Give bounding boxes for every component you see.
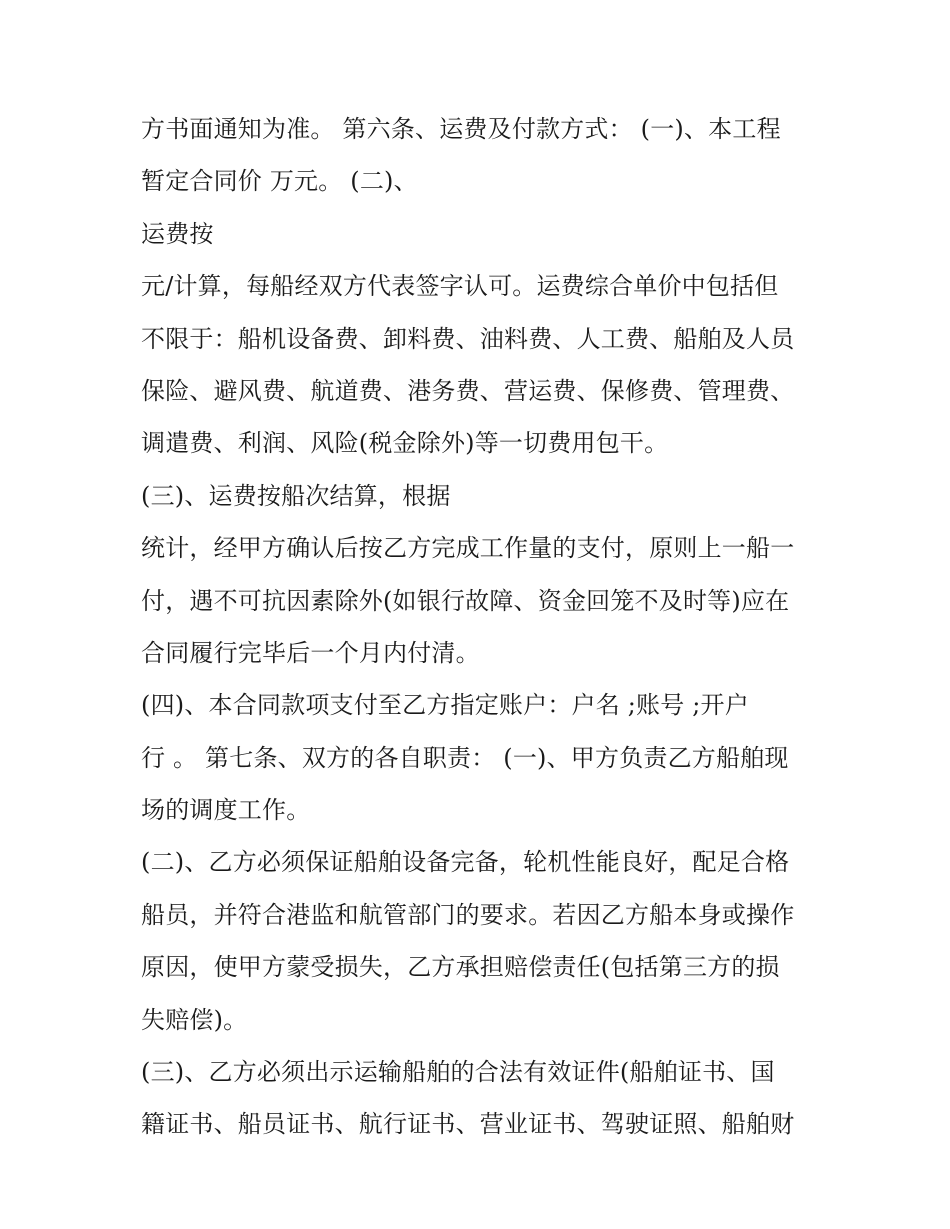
text-line: 原因，使甲方蒙受损失，乙方承担赔偿责任(包括第三方的损 xyxy=(141,953,780,982)
text-line: 调遣费、利润、风险(税金除外)等一切费用包干。 xyxy=(141,429,669,458)
text-line: (三)、运费按船次结算，根据 xyxy=(141,481,451,510)
text-line: 籍证书、船员证书、航行证书、营业证书、驾驶证照、船舶财 xyxy=(141,1110,795,1139)
text-line: 船员，并符合港监和航管部门的要求。若因乙方船本身或操作 xyxy=(141,900,795,929)
text-line: 不限于：船机设备费、卸料费、油料费、人工费、船舶及人员 xyxy=(141,324,795,353)
text-line: 方书面通知为准。 第六条、运费及付款方式： (一)、本工程 xyxy=(141,115,781,143)
text-line: 付，遇不可抗因素除外(如银行故障、资金回笼不及时等)应在 xyxy=(141,586,790,615)
text-line: 场的调度工作。 xyxy=(141,796,311,825)
text-line: 运费按 xyxy=(141,219,214,248)
text-line: (二)、乙方必须保证船舶设备完备，轮机性能良好，配足合格 xyxy=(141,848,790,877)
text-line: 统计，经甲方确认后按乙方完成工作量的支付，原则上一船一 xyxy=(141,534,795,563)
contract-text-block xyxy=(141,103,821,1151)
text-line: (四)、本合同款项支付至乙方指定账户：户名 ;账号 ;开户 xyxy=(141,691,749,720)
text-line: 失赔偿)。 xyxy=(141,1005,248,1034)
text-line: 暂定合同价 万元。 (二)、 xyxy=(141,167,418,196)
text-line: 保险、避风费、航道费、港务费、营运费、保修费、管理费、 xyxy=(141,376,795,405)
text-line: 元/计算，每船经双方代表签字认可。运费综合单价中包括但 xyxy=(141,272,779,301)
text-line: 合同履行完毕后一个月内付清。 xyxy=(141,638,480,667)
text-line: (三)、乙方必须出示运输船舶的合法有效证件(船舶证书、国 xyxy=(141,1058,775,1087)
text-line: 行 。 第七条、双方的各自职责： (一)、甲方负责乙方船舶现 xyxy=(141,743,789,772)
